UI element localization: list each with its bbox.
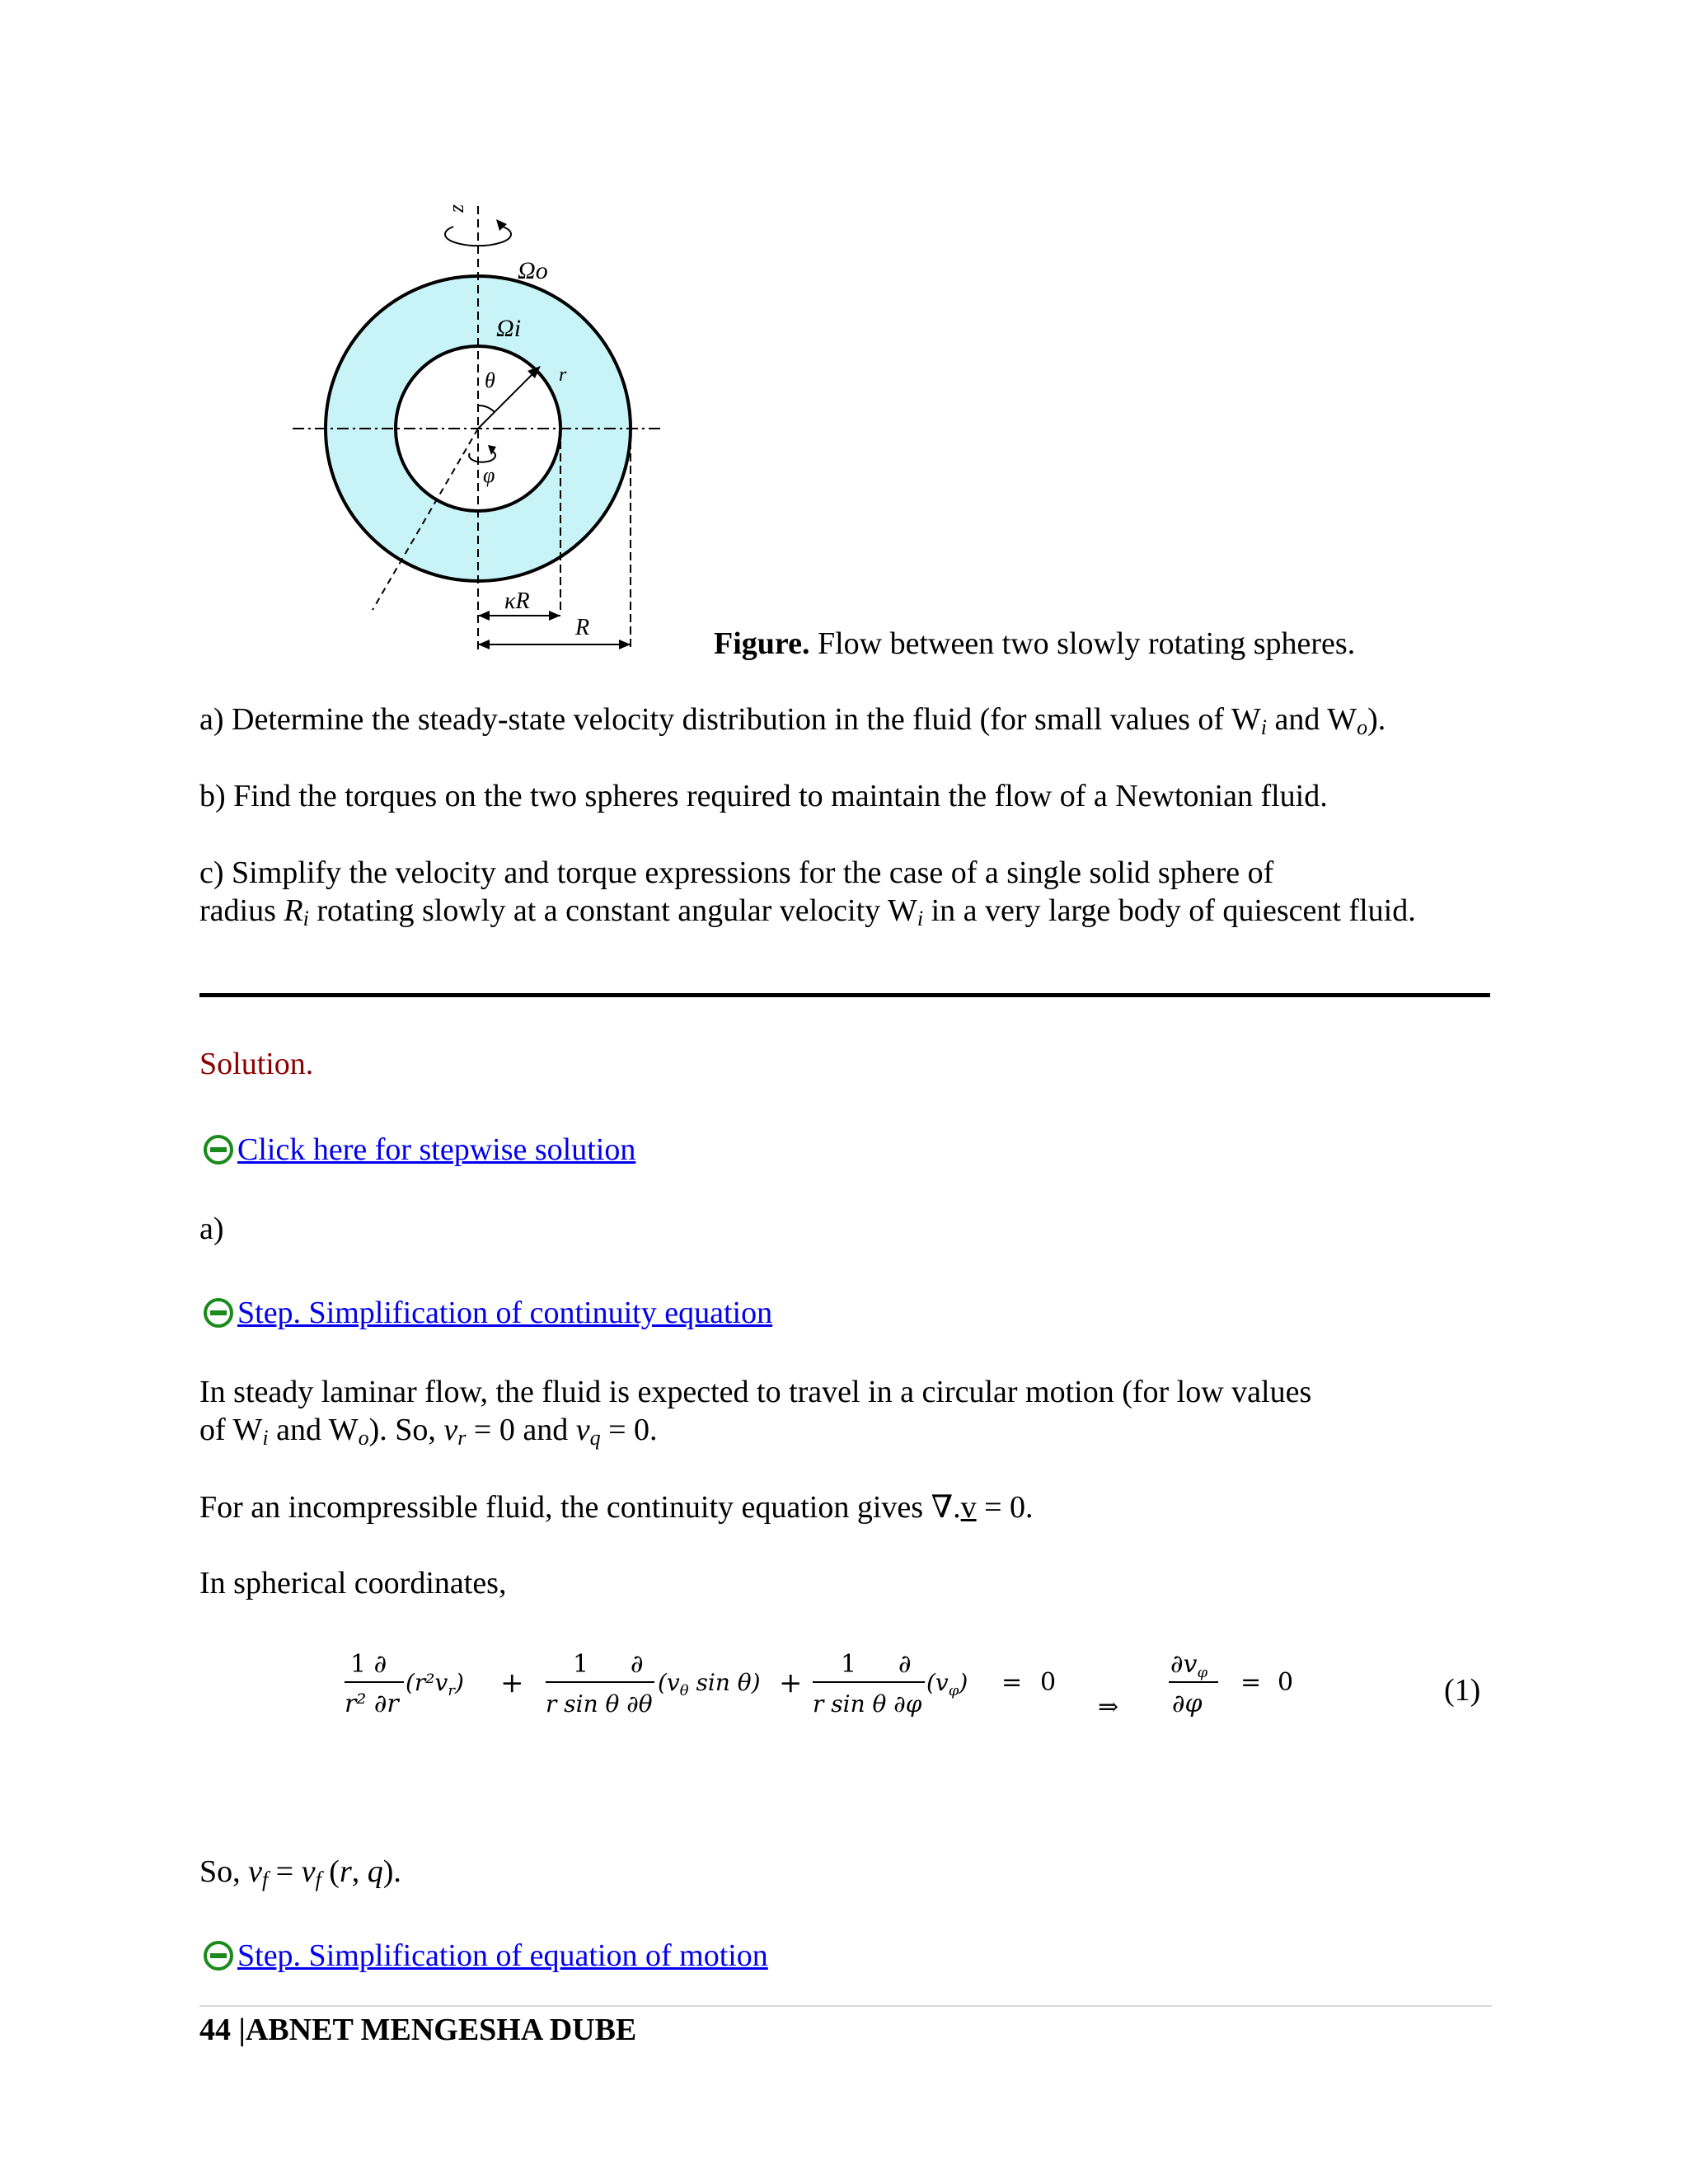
p1-text-c: ). So,: [368, 1413, 444, 1447]
p1-text-a: of W: [199, 1413, 263, 1447]
eq-rhs-num-sub: φ: [1197, 1664, 1208, 1681]
eq-rhs-den: ∂φ: [1172, 1690, 1203, 1718]
page-footer: 44 |ABNET MENGESHA DUBE: [199, 2013, 637, 2047]
omega-o-label: Ωo: [518, 257, 548, 284]
p4-sub: f: [262, 1868, 269, 1891]
figure-caption-bold: Figure.: [714, 626, 810, 661]
p4-v: v: [248, 1854, 263, 1889]
figure-caption-text: Flow between two slowly rotating spheres.: [809, 626, 1356, 661]
eq-term2-arg-sub: θ: [679, 1682, 689, 1699]
eq-term2-num1: 1: [573, 1650, 589, 1679]
theta-label: θ: [485, 368, 495, 392]
question-b: b) Find the torques on the two spheres required to maintain the flow of a Newtonian fluid.: [199, 779, 1328, 813]
collapse-icon[interactable]: [203, 1134, 234, 1165]
r-label: r: [559, 364, 567, 386]
eq-term2-den: r sin θ ∂θ: [546, 1690, 653, 1718]
eq-term3-num1: 1: [841, 1650, 857, 1679]
solution-heading: Solution.: [199, 1047, 314, 1081]
stepwise-solution-link[interactable]: Click here for stepwise solution: [237, 1132, 636, 1167]
question-c-text-c: in a very large body of quiescent fluid.: [923, 893, 1416, 928]
paragraph-4: [199, 1853, 401, 1899]
eq-term3-num2: ∂: [898, 1650, 912, 1679]
equation-number: (1): [1444, 1673, 1481, 1708]
nabla-symbol: ∇: [931, 1490, 954, 1525]
step-continuity-link[interactable]: Step. Simplification of continuity equation: [237, 1296, 773, 1330]
p4-comma: ,: [351, 1854, 368, 1889]
eq-term1-close: ): [454, 1669, 464, 1696]
p2-text: For an incompressible fluid, the continuity equation gives: [199, 1490, 931, 1525]
eq-equals-2: =: [1240, 1668, 1262, 1697]
question-c-line2: [199, 892, 1416, 938]
kappa-r-arrow-left: [478, 611, 490, 621]
eq-zero-2: 0: [1278, 1668, 1294, 1697]
z-label: z: [444, 204, 468, 213]
p4-v2: v: [301, 1854, 316, 1889]
dot-symbol: .: [953, 1490, 961, 1525]
paragraph-1-line1: In steady laminar flow, the fluid is expected to travel in a circular motion (for low values: [199, 1375, 1312, 1409]
question-a-mid: and W: [1267, 702, 1357, 737]
p1-sub-o: o: [358, 1426, 369, 1450]
p1-vq-sub: q: [589, 1426, 601, 1450]
kappa-r-label: κR: [504, 588, 530, 614]
question-c-sub-i2: i: [917, 907, 924, 930]
eq-term3-arg-main: (v: [926, 1669, 949, 1696]
kappa-r-arrow-right: [549, 611, 560, 621]
eq-term2-arg: [658, 1669, 761, 1699]
figure-caption: [714, 625, 1355, 663]
eq-term1-num: 1 ∂: [350, 1650, 387, 1679]
question-a: [199, 701, 1386, 747]
p1-vq: v: [575, 1413, 590, 1447]
p4-close: ).: [382, 1854, 401, 1889]
part-a-label: a): [199, 1212, 224, 1246]
question-c-sub-i: i: [302, 907, 309, 930]
paragraph-2: [199, 1488, 1034, 1526]
p1-text-e: = 0.: [600, 1413, 658, 1447]
eq-plus-1: +: [500, 1666, 524, 1699]
p1-vr-sub: r: [457, 1426, 467, 1450]
step-motion-link[interactable]: Step. Simplification of equation of motion: [237, 1938, 768, 1973]
eq-term2-num2: ∂: [631, 1650, 644, 1679]
eq-term1-arg-sub: r: [448, 1682, 455, 1699]
velocity-vector: v: [960, 1490, 977, 1525]
question-a-sub-i: i: [1260, 715, 1268, 739]
eq-rhs-num-main: ∂v: [1170, 1650, 1198, 1679]
eq-term3-arg-sub: φ: [948, 1682, 959, 1699]
big-r-label: R: [575, 615, 590, 640]
question-c-text-b: rotating slowly at a constant angular velocity W: [308, 893, 917, 928]
eq-term1-arg: [406, 1669, 464, 1699]
collapse-icon[interactable]: [203, 1940, 234, 1971]
step-continuity-toggle[interactable]: [203, 1294, 772, 1332]
question-c-text-a: radius: [199, 893, 284, 928]
collapse-icon[interactable]: [203, 1297, 234, 1329]
p4-open: (: [321, 1854, 340, 1889]
paragraph-3: In spherical coordinates,: [199, 1566, 507, 1601]
p4-q: q: [367, 1854, 383, 1889]
question-c-line1: c) Simplify the velocity and torque expressions for the case of a single solid sphere of: [199, 855, 1274, 890]
eq-term2-arg-end: sin θ): [688, 1669, 761, 1696]
equation-svg: [338, 1644, 1492, 1735]
eq-rhs-num: [1170, 1650, 1207, 1681]
omega-i-label: Ωi: [496, 315, 522, 342]
eq-implies: ⇒: [1098, 1693, 1119, 1722]
continuity-equation: [338, 1644, 1492, 1735]
eq-term3-den: r sin θ ∂φ: [813, 1690, 922, 1718]
question-a-sub-o: o: [1357, 715, 1368, 739]
p4-sub2: f: [315, 1868, 321, 1891]
paragraph-1-line2: [199, 1411, 658, 1457]
p2-end: = 0.: [976, 1490, 1034, 1525]
stepwise-solution-toggle[interactable]: [203, 1131, 635, 1169]
eq-equals-1: =: [1001, 1668, 1023, 1697]
r-dim-arrow-left: [478, 640, 490, 649]
question-a-text: a) Determine the steady-state velocity distribution in the fluid (for small values of W: [199, 702, 1261, 737]
p4-text-a: So,: [199, 1854, 249, 1889]
p1-text-d: = 0 and: [466, 1413, 576, 1447]
rotating-spheres-figure: [280, 190, 676, 659]
p1-text-b: and W: [268, 1413, 359, 1447]
eq-term3-arg: [926, 1669, 968, 1699]
eq-plus-2: +: [779, 1666, 803, 1699]
outer-rotation-arrowhead: [496, 219, 507, 231]
question-c-radius-symbol: R: [284, 893, 303, 928]
eq-term1-arg-main: (r²v: [406, 1669, 448, 1696]
step-motion-toggle[interactable]: [203, 1937, 768, 1975]
p4-eq: =: [268, 1854, 302, 1889]
question-a-end: ).: [1367, 702, 1386, 737]
eq-term3-close: ): [959, 1669, 968, 1696]
r-dim-arrow-right: [619, 640, 631, 649]
eq-term2-arg-main: (v: [658, 1669, 680, 1696]
eq-zero-1: 0: [1040, 1668, 1057, 1697]
eq-term1-den: r² ∂r: [345, 1690, 399, 1718]
footer-divider: [199, 2005, 1492, 2007]
p4-r: r: [339, 1854, 352, 1889]
phi-label: φ: [483, 463, 495, 487]
p1-sub-i: i: [262, 1426, 269, 1450]
section-divider: [199, 993, 1490, 997]
p1-vr: v: [443, 1413, 458, 1447]
